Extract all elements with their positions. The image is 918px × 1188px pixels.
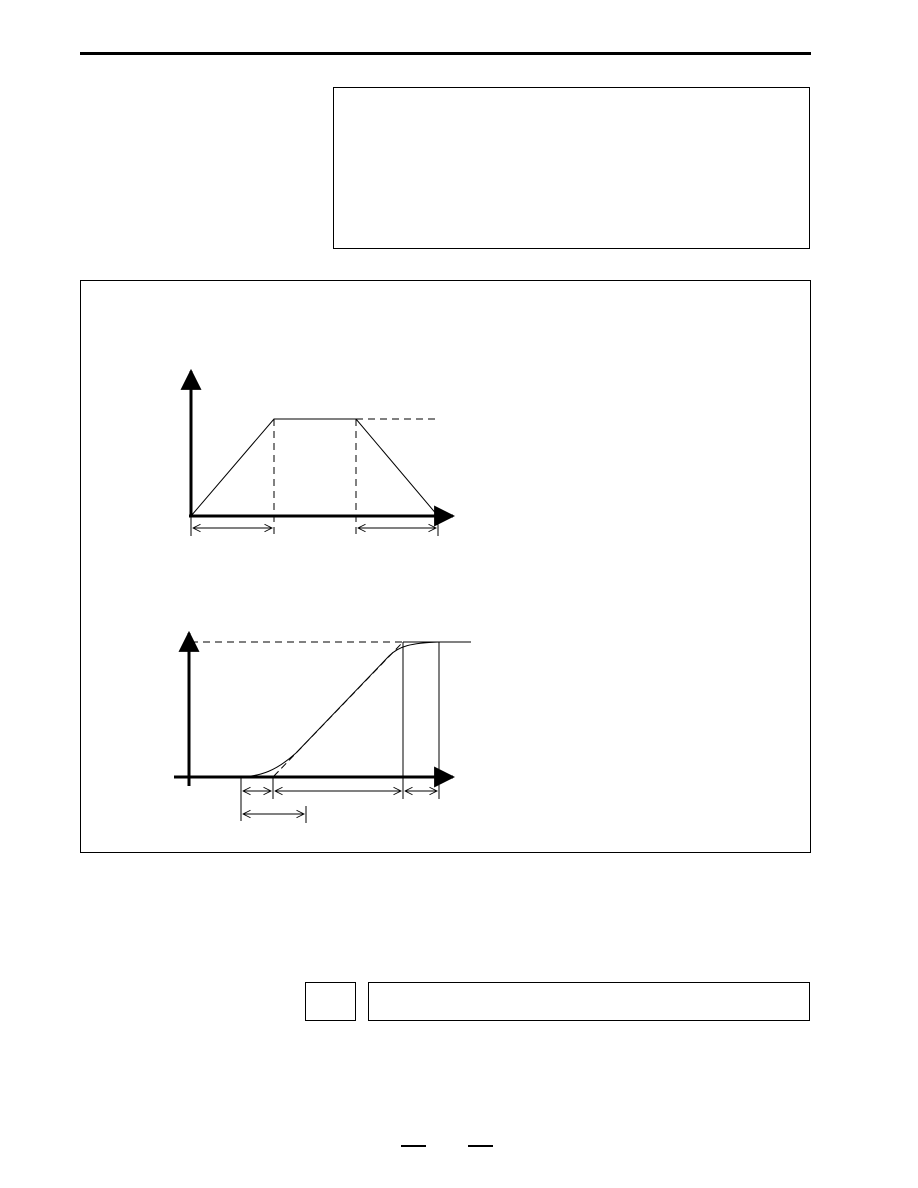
parameter-number-box	[305, 982, 356, 1021]
speed-profile	[191, 419, 438, 516]
header-rule	[80, 52, 811, 55]
figure-diagram	[81, 281, 812, 854]
linear-position-ramp	[241, 642, 403, 777]
lower-graph	[174, 633, 471, 823]
parameter-description-box	[368, 982, 810, 1021]
note-box	[333, 87, 810, 249]
smoothed-position-curve	[241, 642, 439, 777]
upper-graph	[189, 371, 453, 536]
figure-box	[80, 280, 811, 853]
footer-dash-right	[468, 1145, 493, 1147]
footer-dash-left	[401, 1145, 426, 1147]
